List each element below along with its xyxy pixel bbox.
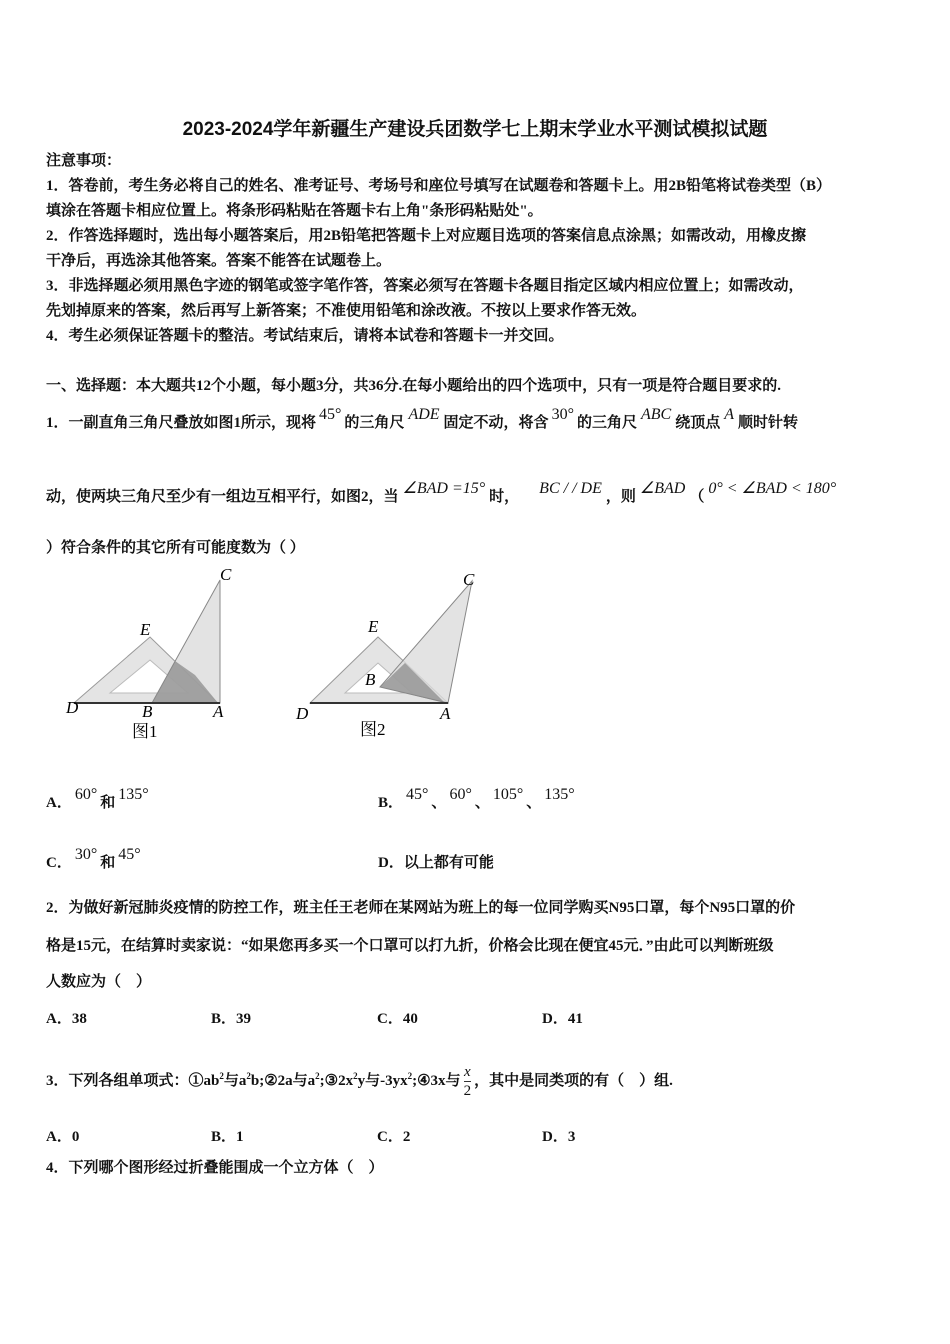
q1-option-a[interactable] xyxy=(46,786,152,812)
math: 60° xyxy=(74,786,98,803)
label-E: E xyxy=(140,620,151,639)
label-B: B xyxy=(365,670,376,689)
q2-option-a[interactable]: A．38 xyxy=(46,1011,87,1027)
math: 30° xyxy=(551,406,574,423)
q1-figures xyxy=(60,565,500,750)
text: 固定不动，将含 xyxy=(443,415,549,431)
math: 60° xyxy=(449,786,472,803)
exponent: 2 xyxy=(219,1071,224,1081)
q3-option-b[interactable]: B．1 xyxy=(211,1129,244,1145)
notice-line: 干净后，再选涂其他答案。答案不能答在试题卷上。 xyxy=(46,253,392,269)
section-heading: 一、选择题：本大题共12个小题，每小题3分，共36分.在每小题给出的四个选项中，只有一项是符合题目要求的. xyxy=(46,378,782,394)
label-E: E xyxy=(368,617,379,636)
text: 3．下列各组单项式：①ab xyxy=(46,1073,220,1089)
q2-option-b[interactable]: B．39 xyxy=(211,1011,252,1027)
text: 时， xyxy=(489,489,520,505)
text: ，则 xyxy=(605,489,636,505)
exponent: 2 xyxy=(353,1071,358,1081)
text: 、 xyxy=(526,795,542,811)
text: 、 xyxy=(474,795,490,811)
q2-line: 人数应为（ ） xyxy=(46,974,152,990)
exponent: 2 xyxy=(246,1071,251,1081)
text: 顺时针转 xyxy=(738,415,799,431)
q1-option-b[interactable] xyxy=(378,786,578,812)
figure-1 xyxy=(65,565,232,741)
fraction xyxy=(464,1063,472,1100)
notice-line: 填涂在答题卡相应位置上。将条形码粘贴在答题卡右上角"条形码粘贴处"。 xyxy=(46,203,543,219)
caption-fig1: 图1 xyxy=(132,722,158,741)
text: 与a xyxy=(223,1073,247,1089)
text: y与-3yx xyxy=(357,1073,408,1089)
text: 1．一副直角三角尺叠放如图1所示，现将 xyxy=(46,415,317,431)
label-A: A xyxy=(440,704,451,723)
notice-line: 4．考生必须保证答题卡的整洁。考试结束后，请将本试卷和答题卡一并交回。 xyxy=(46,328,564,344)
notice-line: 2．作答选择题时，选出每小题答案后，用2B铅笔把答题卡上对应题目选项的答案信息点涂黑；如需改动，用橡皮擦 xyxy=(46,228,807,244)
math: 45° xyxy=(406,786,429,803)
q3-option-a[interactable]: A．0 xyxy=(46,1129,80,1145)
q3-option-d[interactable]: D．3 xyxy=(542,1129,576,1145)
label-D: D xyxy=(66,698,79,717)
notice-line: 3．非选择题必须用黑色字迹的钢笔或签字笔作答，答案必须写在答题卡各题目指定区域内相应位置上；如需改动， xyxy=(46,278,804,294)
figure-2 xyxy=(295,570,475,739)
math: 135° xyxy=(118,786,149,803)
math: 30° xyxy=(74,846,98,863)
math: 0° < ∠BAD < 180° xyxy=(708,480,837,497)
text: b;②2a与a xyxy=(250,1073,316,1089)
q2-option-c[interactable]: C．40 xyxy=(377,1011,418,1027)
caption-fig2: 图2 xyxy=(360,720,386,739)
label-A: A xyxy=(213,702,224,721)
label-C: C xyxy=(463,570,475,589)
q2-line: 2．为做好新冠肺炎疫情的防控工作，班主任王老师在某网站为班上的每一位同学购买N95口罩，每个N95口罩的价 xyxy=(46,900,796,916)
q1-line1 xyxy=(46,406,799,433)
math: 45° xyxy=(319,406,342,423)
math: 135° xyxy=(544,786,575,803)
label-B: B xyxy=(142,702,153,721)
label-C: C xyxy=(220,565,232,584)
text: 、 xyxy=(431,795,447,811)
text: 和 xyxy=(100,795,116,811)
text: 动，使两块三角尺至少有一组边互相平行，如图2，当 xyxy=(46,489,399,505)
notice-line: 先划掉原来的答案，然后再写上新答案；不准使用铅笔和涂改液。不按以上要求作答无效。 xyxy=(46,303,647,319)
math: BC / / DE xyxy=(539,480,602,497)
text: 和 xyxy=(100,855,116,871)
math: ∠BAD =15° xyxy=(402,480,486,497)
q1-option-d[interactable] xyxy=(378,851,494,872)
q2-line: 格是15元，在结算时卖家说：“如果您再多买一个口罩可以打九折，价格会比现在便宜45元．”由此可以判断班级 xyxy=(46,938,774,954)
q3-stem xyxy=(46,1056,673,1101)
notice-line: 1．答卷前，考生务必将自己的姓名、准考证号、考场号和座位号填写在试题卷和答题卡上。用2B铅笔将试卷类型（B） xyxy=(46,178,832,194)
denominator: 2 xyxy=(463,1083,472,1100)
q2-option-d[interactable]: D．41 xyxy=(542,1011,583,1027)
math: A xyxy=(724,406,734,423)
option-letter: A． xyxy=(46,795,72,811)
label-D: D xyxy=(296,704,309,723)
q1-option-c[interactable] xyxy=(46,846,144,872)
text: 的三角尺 xyxy=(344,415,405,431)
math: ABC xyxy=(640,406,672,423)
math: 45° xyxy=(118,846,141,863)
text: 绕顶点 xyxy=(675,415,721,431)
math: ADE xyxy=(408,406,440,423)
q1-line3: ）符合条件的其它所有可能度数为（ ） xyxy=(46,540,305,556)
math: 105° xyxy=(492,786,524,803)
text: ，其中是同类项的有（ ）组. xyxy=(474,1073,673,1089)
q4-stem: 4．下列哪个图形经过折叠能围成一个立方体（ ） xyxy=(46,1160,384,1176)
text: （ xyxy=(689,489,705,505)
notice-heading: 注意事项： xyxy=(46,153,122,169)
option-text: 以上都有可能 xyxy=(403,855,494,871)
exponent: 2 xyxy=(407,1071,413,1081)
q1-line2 xyxy=(46,480,840,507)
text: ;③2x xyxy=(319,1073,354,1089)
option-letter: D． xyxy=(378,855,404,871)
exponent: 2 xyxy=(315,1071,320,1081)
text: ;④3x与 xyxy=(412,1073,461,1089)
option-letter: C． xyxy=(46,855,72,871)
q3-option-c[interactable]: C．2 xyxy=(377,1129,411,1145)
numerator: x xyxy=(463,1064,471,1081)
option-letter: B． xyxy=(378,795,404,811)
math: ∠BAD xyxy=(639,480,686,497)
text: 的三角尺 xyxy=(576,415,637,431)
page-title: 2023-2024学年新疆生产建设兵团数学七上期末学业水平测试模拟试题 xyxy=(182,119,768,140)
